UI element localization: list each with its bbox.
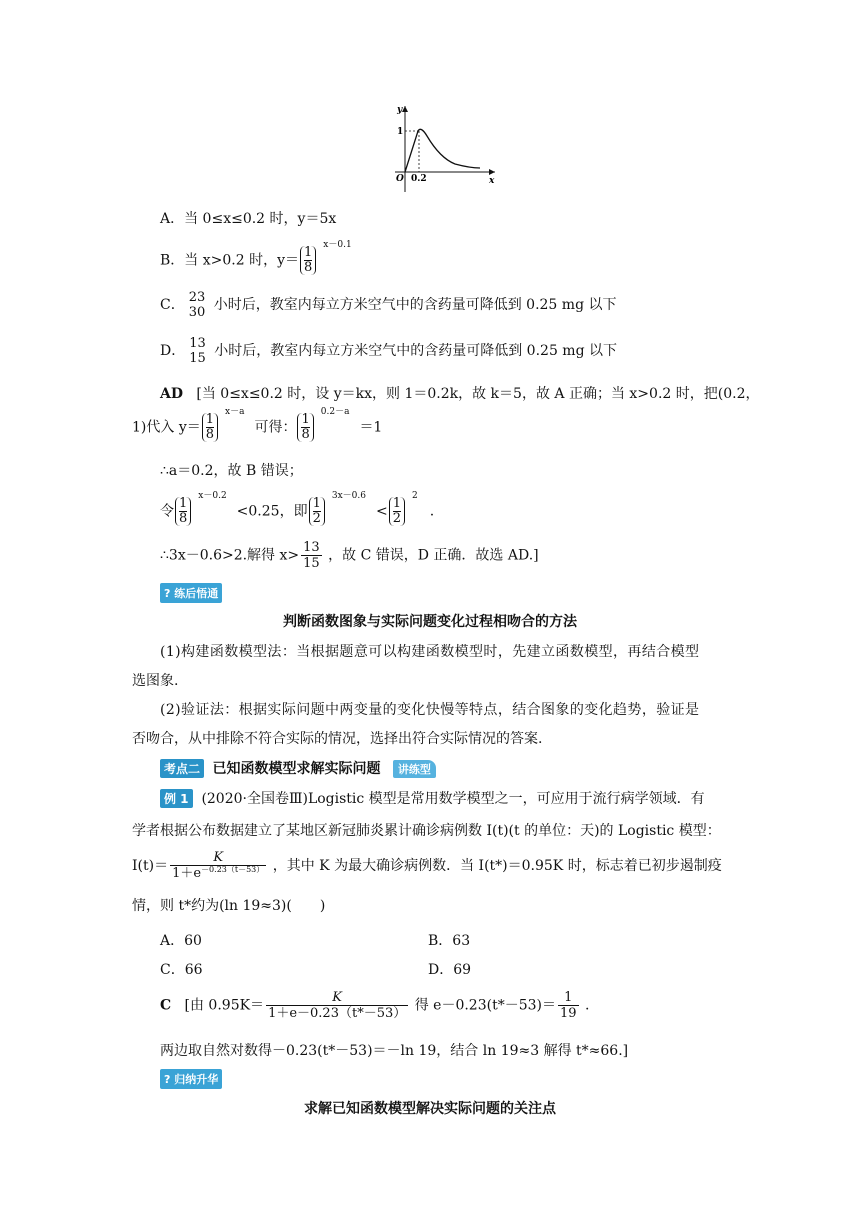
frac-den: 15 <box>189 351 206 366</box>
section-tag: 考点二 <box>160 759 204 778</box>
den-exp: －0.23（t－53） <box>201 865 265 874</box>
frac-num: K <box>170 850 266 866</box>
frac-den: 2 <box>392 511 401 526</box>
text: ∴3x－0.6>2.解得 x> <box>160 547 300 564</box>
exp: x－0.2 <box>198 490 227 501</box>
ex1-solution-line1 <box>160 990 589 1021</box>
example-tag: 例 1 <box>160 789 193 808</box>
ex1-answer: C <box>160 997 172 1014</box>
frac-num: 1 <box>392 496 401 511</box>
q1-solution-line2 <box>132 406 383 442</box>
frac-den: 8 <box>301 427 310 442</box>
frac-den: 1＋e－0.23（t*－53） <box>268 1006 407 1021</box>
q1-option-d-label: D． <box>160 343 186 359</box>
text: I(t)＝ <box>132 858 169 874</box>
ex1-option-a: A．60 <box>160 933 202 949</box>
text: 1)代入 y＝ <box>132 419 201 436</box>
frac-num: K <box>266 990 408 1006</box>
summary-tag <box>160 1069 222 1089</box>
text: . <box>429 503 435 520</box>
exp: 0.2－a <box>320 406 350 417</box>
q1-option-c <box>160 290 616 320</box>
fraction <box>309 497 325 526</box>
tips-tag-label: 练后悟通 <box>174 587 219 600</box>
ex1-option-c: C．66 <box>160 962 203 978</box>
text: <0.25，即 <box>236 503 308 520</box>
ex1-solution-line2: 两边取自然对数得－0.23(t*－53)＝－ln 19，结合 ln 19≈3 解得 t*≈66.] <box>160 1043 629 1059</box>
ex1-option-d: D．69 <box>428 962 472 978</box>
fraction <box>170 850 266 882</box>
y-axis-arrow-icon <box>402 106 408 112</box>
q1-answer: AD <box>160 386 184 402</box>
q1-option-c-label: C． <box>160 297 185 313</box>
frac-num: 13 <box>303 540 320 555</box>
frac-den: 8 <box>179 511 188 526</box>
tips-p1a: (1)构建函数模型法：当根据题意可以构建函数模型时，先建立函数模型，再结合模型 <box>160 644 700 660</box>
exp: x－a <box>225 406 245 417</box>
tips-title: 判断函数图象与实际问题变化过程相吻合的方法 <box>283 614 577 630</box>
function-graph <box>385 100 505 198</box>
text: (2020·全国卷Ⅲ)Logistic 模型是常用数学模型之一，可应用于流行病学领域．有 <box>201 791 705 807</box>
x-axis-label: x <box>489 176 495 186</box>
ex1-line4: 情，则 t*约为(ln 19≈3)( ) <box>132 898 326 914</box>
tips-tag <box>160 583 222 603</box>
q1-option-b-exp: x－0.1 <box>323 239 352 250</box>
q1-option-c-text: 小时后，教室内每立方米空气中的含药量可降低到 0.25 mg 以下 <box>213 297 617 313</box>
q1-option-b-text: B．当 x>0.2 时，y＝ <box>160 252 299 269</box>
ex1-line1 <box>160 788 705 808</box>
text: [由 0.95K＝ <box>184 997 265 1014</box>
x-tick-label: 0.2 <box>411 174 427 184</box>
frac-num: 1 <box>205 412 215 427</box>
curve <box>405 129 480 172</box>
ex1-line3 <box>132 850 722 882</box>
frac-den: 30 <box>188 305 206 320</box>
fraction <box>297 413 313 442</box>
q1-option-d-text: 小时后，教室内每立方米空气中的含药量可降低到 0.25 mg 以下 <box>214 343 617 359</box>
q1-solution-line5 <box>160 540 539 571</box>
text: . <box>584 997 590 1014</box>
q1-solution-line3: ∴a＝0.2，故 B 错误； <box>160 463 303 479</box>
frac-den: 8 <box>205 427 215 442</box>
q1-solution-line1 <box>160 383 759 403</box>
y-tick-label: 1 <box>397 127 404 137</box>
q1-option-d-fraction <box>187 336 208 366</box>
exp: 2 <box>412 490 418 501</box>
section-heading <box>160 758 436 778</box>
fraction <box>389 497 405 526</box>
tips-p2b: 否吻合，从中排除不符合实际的情况，选择出符合实际情况的答案. <box>132 731 543 747</box>
frac-den: 15 <box>303 556 320 571</box>
fraction <box>266 990 408 1021</box>
text: ，故 C 错误，D 正确．故选 AD.] <box>328 547 539 564</box>
y-axis-label: y <box>397 105 403 115</box>
text: ＝1 <box>359 419 383 436</box>
tips-tag-badge <box>160 583 222 603</box>
frac-num: 13 <box>189 336 206 351</box>
fraction <box>175 497 191 526</box>
frac-num: 23 <box>188 290 206 305</box>
text: 得 e－0.23(t*－53)＝ <box>414 997 556 1014</box>
exp: 3x－0.6 <box>331 490 366 501</box>
text: 可得： <box>254 419 297 436</box>
frac-den: 8 <box>304 260 313 275</box>
section-title: 已知函数模型求解实际问题 <box>212 761 381 777</box>
fraction <box>202 413 218 442</box>
lightbulb-icon: ? <box>164 587 171 600</box>
q1-option-d <box>160 336 617 366</box>
tips-p2a: (2)验证法：根据实际问题中两变量的变化快慢等特点，结合图象的变化趋势，验证是 <box>160 702 700 718</box>
x-axis-arrow-icon <box>489 169 495 175</box>
frac-den <box>170 866 266 882</box>
q1-option-c-fraction <box>187 290 208 320</box>
summary-tag-label: 归纳升华 <box>174 1073 219 1086</box>
summary-tag-badge <box>160 1069 222 1089</box>
q1-solution-line4 <box>160 490 435 526</box>
q1-option-b <box>160 239 352 275</box>
frac-num: 1 <box>304 245 313 260</box>
frac-num: 1 <box>179 496 188 511</box>
fraction <box>558 990 579 1021</box>
frac-num: 1 <box>301 412 310 427</box>
q1-option-a: A．当 0≤x≤0.2 时，y＝5x <box>160 211 337 227</box>
q1-option-b-fraction <box>300 246 316 275</box>
text: ，其中 K 为最大确诊病例数．当 I(t*)＝0.95K 时，标志着已初步遏制疫 <box>272 858 722 874</box>
ex1-option-b: B．63 <box>428 933 471 949</box>
lightbulb-icon: ? <box>164 1073 171 1086</box>
frac-den: 19 <box>559 1006 577 1021</box>
section-type-tag: 讲练型 <box>393 760 436 778</box>
ex1-line2: 学者根据公布数据建立了某地区新冠肺炎累计确诊病例数 I(t)(t 的单位：天)的 Logistic 模型： <box>132 823 721 839</box>
frac-den: 2 <box>312 511 321 526</box>
fraction <box>301 540 322 571</box>
den-base: 1＋e <box>172 866 202 881</box>
text: < <box>375 503 388 520</box>
frac-num: 1 <box>558 990 579 1006</box>
summary-title: 求解已知函数模型解决实际问题的关注点 <box>304 1101 556 1117</box>
text: 令 <box>160 503 174 520</box>
origin-label: O <box>396 174 404 184</box>
q1-solution-text: [当 0≤x≤0.2 时，设 y＝kx，则 1＝0.2k，故 k＝5，故 A 正确；当 x>0.2 时，把(0.2， <box>196 386 760 402</box>
tips-p1b: 选图象. <box>132 673 179 689</box>
frac-num: 1 <box>312 496 321 511</box>
